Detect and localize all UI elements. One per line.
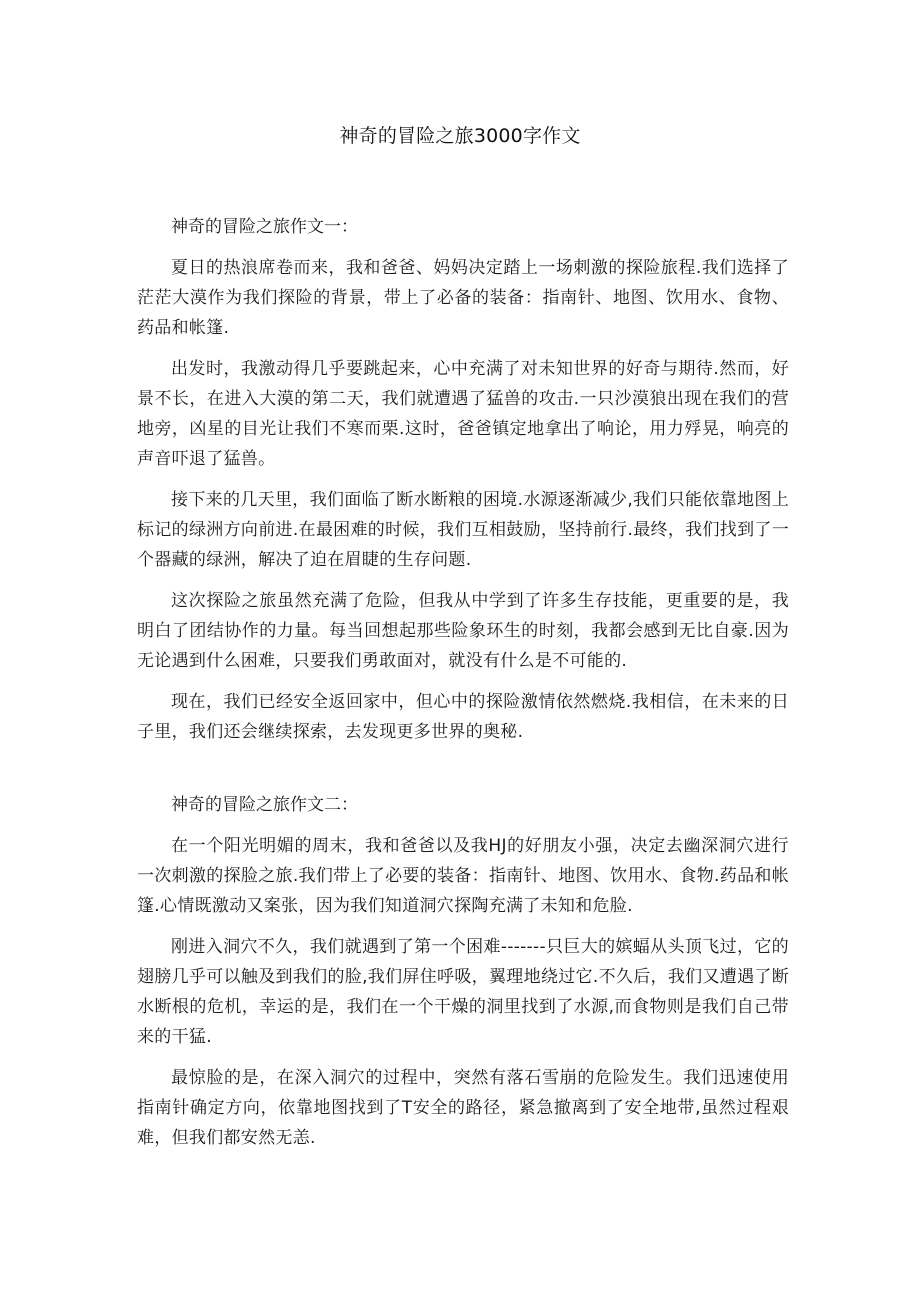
document-title: 神奇的冒险之旅3000字作文 bbox=[339, 125, 581, 147]
essay-2-paragraph-1: 在一个阳光明媚的周末，我和爸爸以及我HJ的好朋友小强，决定去幽深洞穴进行一次刺激的探脸之旅.我们带上了必要的装备：指南针、地图、饮用水、食物.药品和帐篷.心情既激动又案张，因为我们知道洞穴探陶充满了未知和危脸. bbox=[137, 836, 789, 916]
essay-1-paragraph-1: 夏日的热浪席卷而来，我和爸爸、妈妈决定踏上一场刺激的探险旅程.我们选择了茫茫大漠作为我们探险的背景，带上了必备的装备：指南针、地图、饮用水、食物、药品和帐篷. bbox=[137, 258, 789, 338]
essay-1-paragraph-2: 出发时，我激动得几乎要跳起来，心中充满了对未知世界的好奇与期待.然而，好景不长，在进入大漠的第二天，我们就遭遇了猛兽的攻击.一只沙漠狼出现在我们的营地旁，凶星的目光让我们不寒而栗.这时，爸爸镇定地拿出了响论，用力殍晃，响亮的声音吓退了猛兽。 bbox=[137, 359, 789, 469]
essay-2-paragraph-2: 刚进入洞穴不久，我们就遇到了第一个困难-------只巨大的嫔蝠从头顶飞过，它的翅膀几乎可以触及到我们的脸,我们屏住呼吸，翼理地绕过它.不久后，我们又遭遇了断水断根的危机，幸运的是，我们在一个干燥的洞里找到了水源,而食物则是我们自己带来的干猛. bbox=[137, 937, 789, 1047]
essay-2-paragraph-3: 最惊脸的是，在深入洞穴的过程中，突然有落石雪崩的危险发生。我们迅速使用指南针确定方向，依靠地图找到了T安全的路径，紧急撤离到了安全地带,虽然过程艰难，但我们都安然无恙. bbox=[137, 1068, 789, 1148]
essay-1-paragraph-5: 现在，我们已经安全返回家中，但心中的探险激情依然燃烧.我相信，在未来的日子里，我们还会继续探索，去发现更多世界的奥秘. bbox=[137, 692, 789, 742]
essay-2-heading: 神奇的冒险之旅作文二： bbox=[171, 795, 358, 815]
essay-1-paragraph-3: 接下来的几天里，我们面临了断水断粮的困境.水源逐渐减少,我们只能依靠地图上标记的绿洲方向前进.在最困难的时候，我们互相鼓励，坚持前行.最终，我们找到了一个器藏的绿洲，解决了迫在眉睫的生存问题. bbox=[137, 490, 789, 570]
essay-1-paragraph-4: 这次探险之旅虽然充满了危险，但我从中学到了许多生存技能，更重要的是，我明白了团结协作的力量。每当回想起那些险象环生的时刻，我都会感到无比自豪.因为无论遇到什么困难，只要我们勇敢面对，就没有什么是不可能的. bbox=[137, 591, 789, 671]
essay-1-heading: 神奇的冒险之旅作文一： bbox=[171, 217, 358, 237]
document-body bbox=[137, 212, 789, 1153]
